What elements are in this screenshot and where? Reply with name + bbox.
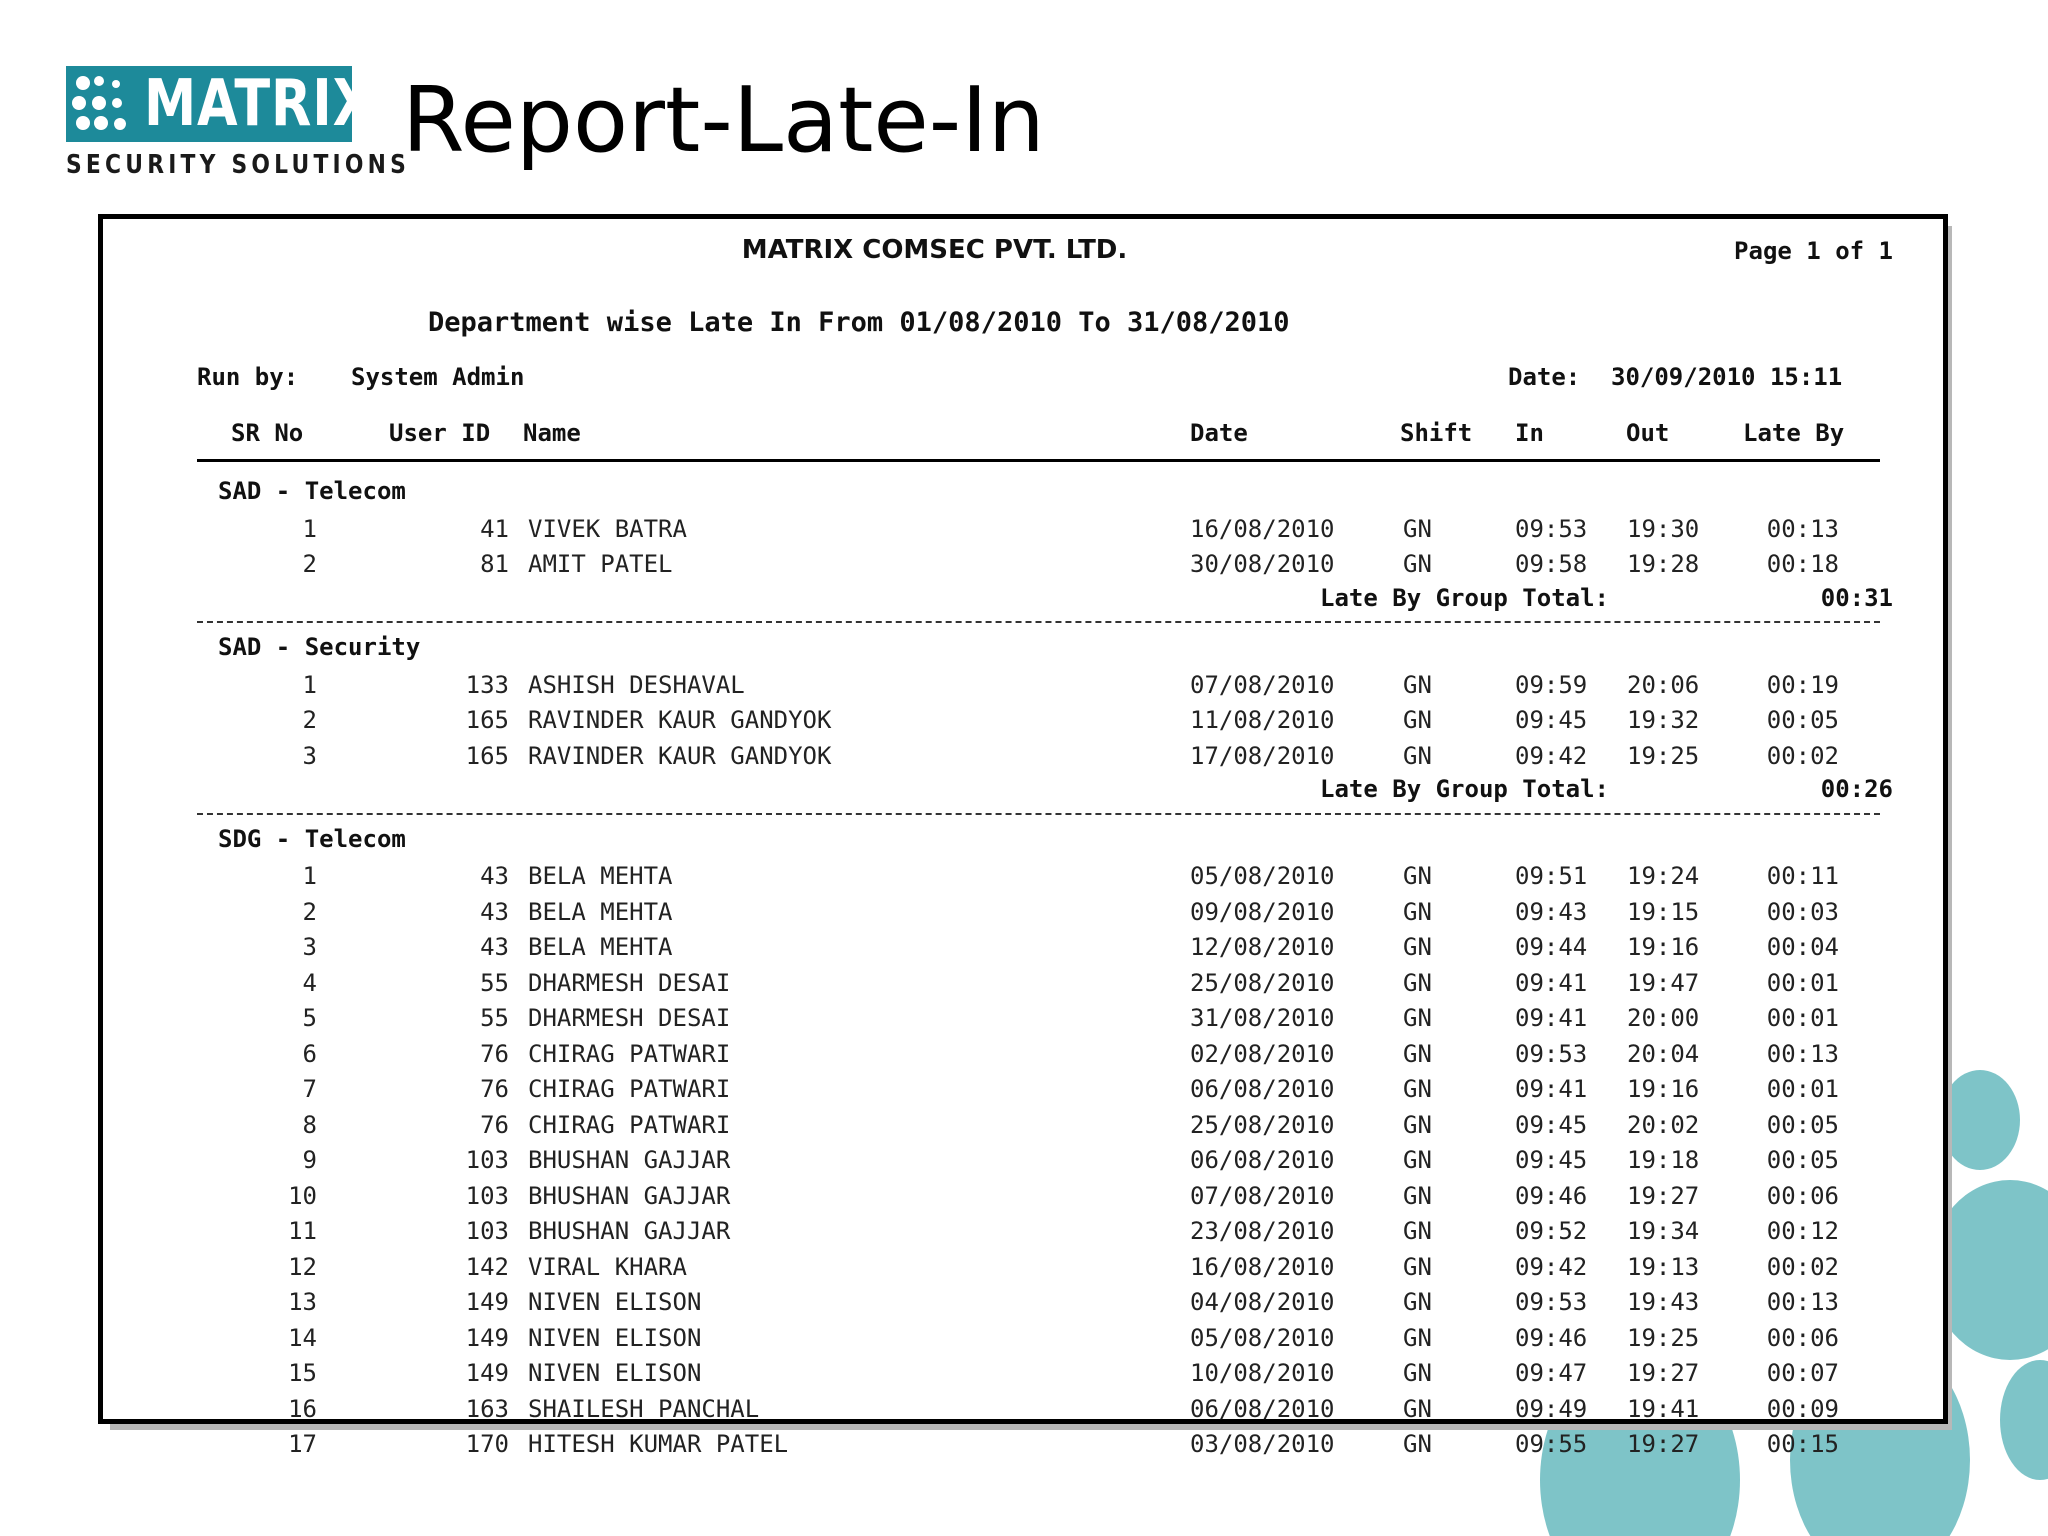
sr-no-cell: 1 xyxy=(302,514,317,543)
in-cell: 09:58 xyxy=(1515,550,1588,578)
in-cell: 09:46 xyxy=(1515,1323,1588,1352)
column-header-out: Out xyxy=(1626,419,1670,447)
user-id-cell: 55 xyxy=(480,968,509,997)
column-header-name: Name xyxy=(523,419,581,447)
name-cell: CHIRAG PATWARI xyxy=(528,1039,731,1068)
name-cell: ASHISH DESHAVAL xyxy=(528,670,745,699)
date-cell: 17/08/2010 xyxy=(1190,741,1335,770)
in-cell: 09:47 xyxy=(1515,1359,1588,1387)
shift-cell: GN xyxy=(1403,897,1432,926)
name-cell: BELA MEHTA xyxy=(528,862,673,890)
sr-no-cell: 12 xyxy=(288,1252,317,1281)
name-cell: RAVINDER KAUR GANDYOK xyxy=(528,706,832,734)
logo-tagline: SECURITY SOLUTIONS xyxy=(66,150,411,180)
user-id-cell: 43 xyxy=(480,862,509,890)
name-cell: DHARMESH DESAI xyxy=(528,968,731,997)
name-cell: BHUSHAN GAJJAR xyxy=(528,1146,731,1174)
in-cell: 09:53 xyxy=(1515,1288,1588,1316)
name-cell: NIVEN ELISON xyxy=(528,1359,702,1387)
date-cell: 05/08/2010 xyxy=(1190,1323,1335,1352)
date-cell: 06/08/2010 xyxy=(1190,1146,1335,1174)
out-cell: 20:04 xyxy=(1627,1039,1700,1068)
date-cell: 07/08/2010 xyxy=(1190,1181,1335,1210)
out-cell: 19:16 xyxy=(1627,933,1700,961)
out-cell: 20:06 xyxy=(1627,670,1700,699)
late-by-cell: 00:01 xyxy=(1766,1004,1839,1032)
name-cell: BELA MEHTA xyxy=(528,897,673,926)
late-by-cell: 00:18 xyxy=(1766,550,1839,578)
in-cell: 09:42 xyxy=(1515,741,1588,770)
sr-no-cell: 1 xyxy=(302,862,317,890)
late-by-cell: 00:03 xyxy=(1766,897,1839,926)
late-by-cell: 00:06 xyxy=(1766,1323,1839,1352)
in-cell: 09:53 xyxy=(1515,1039,1588,1068)
late-by-cell: 00:05 xyxy=(1766,706,1839,734)
group-separator xyxy=(197,813,1880,815)
in-cell: 09:44 xyxy=(1515,933,1588,961)
in-cell: 09:53 xyxy=(1515,514,1588,543)
user-id-cell: 142 xyxy=(465,1252,509,1281)
in-cell: 09:55 xyxy=(1515,1430,1588,1458)
name-cell: DHARMESH DESAI xyxy=(528,1004,731,1032)
shift-cell: GN xyxy=(1403,1146,1432,1174)
user-id-cell: 163 xyxy=(465,1394,509,1423)
sr-no-cell: 7 xyxy=(302,1075,317,1103)
date-cell: 06/08/2010 xyxy=(1190,1394,1335,1423)
in-cell: 09:49 xyxy=(1515,1394,1588,1423)
company-name: MATRIX COMSEC PVT. LTD. xyxy=(741,235,1128,265)
user-id-cell: 149 xyxy=(465,1288,509,1316)
column-header-late-by: Late By xyxy=(1743,419,1845,447)
user-id-cell: 76 xyxy=(480,1075,509,1103)
late-by-cell: 00:05 xyxy=(1766,1110,1839,1139)
late-by-cell: 00:02 xyxy=(1766,741,1839,770)
name-cell: BHUSHAN GAJJAR xyxy=(528,1181,731,1210)
logo-box xyxy=(66,66,374,142)
out-cell: 19:30 xyxy=(1627,514,1700,543)
in-cell: 09:52 xyxy=(1515,1217,1588,1245)
name-cell: BHUSHAN GAJJAR xyxy=(528,1217,731,1245)
date-label: Date: xyxy=(1508,363,1581,391)
in-cell: 09:42 xyxy=(1515,1252,1588,1281)
group-total-label: Late By Group Total: xyxy=(1320,775,1609,803)
run-by-value: System Admin xyxy=(351,363,525,391)
late-by-cell: 00:13 xyxy=(1766,514,1839,543)
group-title: SAD - Security xyxy=(218,633,421,661)
shift-cell: GN xyxy=(1403,1110,1432,1139)
out-cell: 19:34 xyxy=(1627,1217,1700,1245)
user-id-cell: 103 xyxy=(465,1217,509,1245)
shift-cell: GN xyxy=(1403,550,1432,578)
out-cell: 19:24 xyxy=(1627,862,1700,890)
shift-cell: GN xyxy=(1403,968,1432,997)
sr-no-cell: 8 xyxy=(302,1110,317,1139)
late-by-cell: 00:04 xyxy=(1766,933,1839,961)
user-id-cell: 103 xyxy=(465,1146,509,1174)
group-title: SAD - Telecom xyxy=(218,477,406,505)
in-cell: 09:46 xyxy=(1515,1181,1588,1210)
column-header-sr: SR No xyxy=(231,419,304,447)
shift-cell: GN xyxy=(1403,1075,1432,1103)
shift-cell: GN xyxy=(1403,933,1432,961)
shift-cell: GN xyxy=(1403,1288,1432,1316)
in-cell: 09:45 xyxy=(1515,706,1588,734)
name-cell: RAVINDER KAUR GANDYOK xyxy=(528,741,832,770)
late-by-cell: 00:11 xyxy=(1766,862,1839,890)
sr-no-cell: 1 xyxy=(302,670,317,699)
name-cell: CHIRAG PATWARI xyxy=(528,1075,731,1103)
date-cell: 30/08/2010 xyxy=(1190,550,1335,578)
in-cell: 09:45 xyxy=(1515,1146,1588,1174)
shift-cell: GN xyxy=(1403,1181,1432,1210)
sr-no-cell: 15 xyxy=(288,1359,317,1387)
out-cell: 19:28 xyxy=(1627,550,1700,578)
group-total-label: Late By Group Total: xyxy=(1320,583,1609,612)
user-id-cell: 76 xyxy=(480,1039,509,1068)
column-header-date: Date xyxy=(1190,419,1248,447)
user-id-cell: 149 xyxy=(465,1323,509,1352)
shift-cell: GN xyxy=(1403,1430,1432,1458)
matrix-logo xyxy=(66,66,411,184)
shift-cell: GN xyxy=(1403,1217,1432,1245)
shift-cell: GN xyxy=(1403,706,1432,734)
column-header-shift: Shift xyxy=(1400,419,1473,447)
date-cell: 16/08/2010 xyxy=(1190,514,1335,543)
user-id-cell: 55 xyxy=(480,1004,509,1032)
name-cell: NIVEN ELISON xyxy=(528,1288,702,1316)
logo-dots-icon xyxy=(72,74,134,134)
out-cell: 19:41 xyxy=(1627,1394,1700,1423)
out-cell: 20:02 xyxy=(1627,1110,1700,1139)
shift-cell: GN xyxy=(1403,1323,1432,1352)
name-cell: NIVEN ELISON xyxy=(528,1323,702,1352)
name-cell: VIRAL KHARA xyxy=(528,1252,687,1281)
late-by-cell: 00:01 xyxy=(1766,1075,1839,1103)
shift-cell: GN xyxy=(1403,670,1432,699)
late-by-cell: 00:05 xyxy=(1766,1146,1839,1174)
sr-no-cell: 11 xyxy=(288,1217,317,1245)
shift-cell: GN xyxy=(1403,1394,1432,1423)
out-cell: 19:27 xyxy=(1627,1181,1700,1210)
sr-no-cell: 16 xyxy=(288,1394,317,1423)
user-id-cell: 165 xyxy=(465,741,509,770)
sr-no-cell: 3 xyxy=(302,933,317,961)
sr-no-cell: 4 xyxy=(302,968,317,997)
date-cell: 06/08/2010 xyxy=(1190,1075,1335,1103)
in-cell: 09:59 xyxy=(1515,670,1588,699)
out-cell: 19:47 xyxy=(1627,968,1700,997)
shift-cell: GN xyxy=(1403,1039,1432,1068)
name-cell: AMIT PATEL xyxy=(528,550,673,578)
shift-cell: GN xyxy=(1403,862,1432,890)
sr-no-cell: 9 xyxy=(302,1146,317,1174)
date-cell: 16/08/2010 xyxy=(1190,1252,1335,1281)
column-header-in: In xyxy=(1515,419,1544,447)
group-total-value: 00:26 xyxy=(1820,775,1893,803)
slide-title: Report-Late-In xyxy=(402,68,1045,173)
user-id-cell: 43 xyxy=(480,897,509,926)
user-id-cell: 76 xyxy=(480,1110,509,1139)
date-cell: 11/08/2010 xyxy=(1190,706,1335,734)
late-by-cell: 00:09 xyxy=(1766,1394,1839,1423)
out-cell: 19:18 xyxy=(1627,1146,1700,1174)
out-cell: 20:00 xyxy=(1627,1004,1700,1032)
date-cell: 07/08/2010 xyxy=(1190,670,1335,699)
out-cell: 19:13 xyxy=(1627,1252,1700,1281)
out-cell: 19:25 xyxy=(1627,1323,1700,1352)
late-by-cell: 00:12 xyxy=(1766,1217,1839,1245)
out-cell: 19:15 xyxy=(1627,897,1700,926)
user-id-cell: 41 xyxy=(480,514,509,543)
late-by-cell: 00:15 xyxy=(1766,1430,1839,1458)
late-by-cell: 00:02 xyxy=(1766,1252,1839,1281)
sr-no-cell: 2 xyxy=(302,706,317,734)
sr-no-cell: 3 xyxy=(302,741,317,770)
late-by-cell: 00:01 xyxy=(1766,968,1839,997)
late-by-cell: 00:07 xyxy=(1766,1359,1839,1387)
name-cell: SHAILESH PANCHAL xyxy=(528,1394,760,1423)
user-id-cell: 133 xyxy=(465,670,509,699)
shift-cell: GN xyxy=(1403,1252,1432,1281)
date-cell: 12/08/2010 xyxy=(1190,933,1335,961)
group-title: SDG - Telecom xyxy=(218,824,406,853)
column-header-user-id: User ID xyxy=(389,419,491,447)
shift-cell: GN xyxy=(1403,1359,1432,1387)
date-cell: 23/08/2010 xyxy=(1190,1217,1335,1245)
late-by-cell: 00:06 xyxy=(1766,1181,1839,1210)
name-cell: VIVEK BATRA xyxy=(528,514,687,543)
name-cell: CHIRAG PATWARI xyxy=(528,1110,731,1139)
late-by-cell: 00:13 xyxy=(1766,1039,1839,1068)
name-cell: HITESH KUMAR PATEL xyxy=(528,1430,789,1458)
user-id-cell: 149 xyxy=(465,1359,509,1387)
date-cell: 25/08/2010 xyxy=(1190,968,1335,997)
late-by-cell: 00:19 xyxy=(1766,670,1839,699)
in-cell: 09:41 xyxy=(1515,1004,1588,1032)
page-indicator: Page 1 of 1 xyxy=(1734,237,1893,265)
date-cell: 10/08/2010 xyxy=(1190,1359,1335,1387)
header-rule xyxy=(197,459,1880,462)
sr-no-cell: 10 xyxy=(288,1181,317,1210)
date-cell: 03/08/2010 xyxy=(1190,1430,1335,1458)
out-cell: 19:27 xyxy=(1627,1359,1700,1387)
in-cell: 09:41 xyxy=(1515,968,1588,997)
out-cell: 19:16 xyxy=(1627,1075,1700,1103)
sr-no-cell: 17 xyxy=(288,1430,317,1458)
user-id-cell: 165 xyxy=(465,706,509,734)
date-cell: 02/08/2010 xyxy=(1190,1039,1335,1068)
logo-wordmark: MATRIX xyxy=(144,67,374,141)
date-cell: 04/08/2010 xyxy=(1190,1288,1335,1316)
run-by-label: Run by: xyxy=(197,363,299,391)
shift-cell: GN xyxy=(1403,514,1432,543)
out-cell: 19:27 xyxy=(1627,1430,1700,1458)
in-cell: 09:41 xyxy=(1515,1075,1588,1103)
out-cell: 19:25 xyxy=(1627,741,1700,770)
in-cell: 09:43 xyxy=(1515,897,1588,926)
teal-blob xyxy=(2000,1360,2048,1480)
date-cell: 31/08/2010 xyxy=(1190,1004,1335,1032)
sr-no-cell: 14 xyxy=(288,1323,317,1352)
shift-cell: GN xyxy=(1403,741,1432,770)
sr-no-cell: 13 xyxy=(288,1288,317,1316)
late-by-cell: 00:13 xyxy=(1766,1288,1839,1316)
name-cell: BELA MEHTA xyxy=(528,933,673,961)
date-cell: 09/08/2010 xyxy=(1190,897,1335,926)
sr-no-cell: 2 xyxy=(302,897,317,926)
date-cell: 25/08/2010 xyxy=(1190,1110,1335,1139)
teal-blob xyxy=(1940,1070,2020,1170)
user-id-cell: 43 xyxy=(480,933,509,961)
report-panel xyxy=(98,214,1948,1458)
shift-cell: GN xyxy=(1403,1004,1432,1032)
user-id-cell: 81 xyxy=(480,550,509,578)
sr-no-cell: 2 xyxy=(302,550,317,578)
date-value: 30/09/2010 15:11 xyxy=(1611,363,1843,391)
sr-no-cell: 6 xyxy=(302,1039,317,1068)
user-id-cell: 103 xyxy=(465,1181,509,1210)
in-cell: 09:51 xyxy=(1515,862,1588,890)
group-total-value: 00:31 xyxy=(1820,583,1893,612)
out-cell: 19:32 xyxy=(1627,706,1700,734)
out-cell: 19:43 xyxy=(1627,1288,1700,1316)
report-subtitle: Department wise Late In From 01/08/2010 To 31/08/2010 xyxy=(428,307,1290,338)
group-separator xyxy=(197,621,1880,623)
sr-no-cell: 5 xyxy=(302,1004,317,1032)
in-cell: 09:45 xyxy=(1515,1110,1588,1139)
user-id-cell: 170 xyxy=(465,1430,509,1458)
date-cell: 05/08/2010 xyxy=(1190,862,1335,890)
